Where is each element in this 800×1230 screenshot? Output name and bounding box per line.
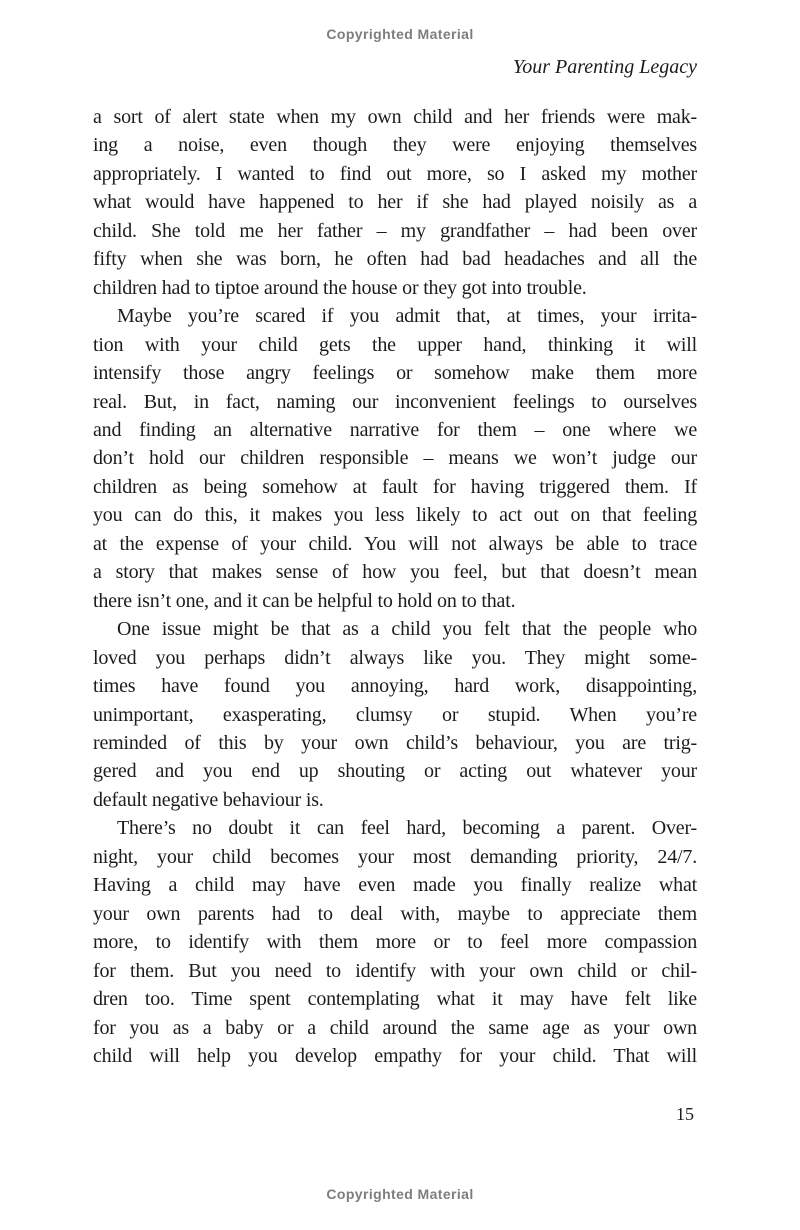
text-line: what would have happened to her if she had played noisily as a bbox=[93, 191, 697, 214]
text-line: times have found you annoying, hard work, disappointing, bbox=[93, 675, 697, 698]
text-line: for you as a baby or a child around the same age as your own bbox=[93, 1016, 697, 1039]
text-line: your own parents had to deal with, maybe to appreciate them bbox=[93, 902, 697, 925]
text-line: dren too. Time spent contemplating what it may have felt like bbox=[93, 988, 697, 1011]
text-line: there isn’t one, and it can be helpful to hold on to that. bbox=[93, 589, 516, 612]
text-line: One issue might be that as a child you felt that the people who bbox=[117, 618, 697, 641]
text-line: children had to tiptoe around the house or they got into trouble. bbox=[93, 276, 587, 299]
text-line: a story that makes sense of how you feel, but that doesn’t mean bbox=[93, 561, 697, 584]
text-line: There’s no doubt it can feel hard, becoming a parent. Over- bbox=[117, 817, 697, 840]
copyright-notice-bottom: Copyrighted Material bbox=[326, 1186, 474, 1202]
text-line: appropriately. I wanted to find out more, so I asked my mother bbox=[93, 162, 697, 185]
text-line: child. She told me her father – my grandfather – had been over bbox=[93, 219, 697, 242]
text-line: Maybe you’re scared if you admit that, at times, your irrita- bbox=[117, 305, 697, 328]
text-line: reminded of this by your own child’s behaviour, you are trig- bbox=[93, 731, 697, 754]
text-line: child will help you develop empathy for your child. That will bbox=[93, 1044, 697, 1067]
paragraph bbox=[93, 814, 697, 1070]
text-line: ing a noise, even though they were enjoying themselves bbox=[93, 134, 697, 157]
body-text bbox=[93, 103, 697, 1070]
text-line: a sort of alert state when my own child and her friends were mak- bbox=[93, 106, 697, 128]
text-line: don’t hold our children responsible – means we won’t judge our bbox=[93, 447, 697, 470]
paragraph bbox=[93, 103, 697, 302]
text-line: for them. But you need to identify with your own child or chil- bbox=[93, 959, 697, 982]
text-line: children as being somehow at fault for having triggered them. If bbox=[93, 475, 697, 498]
text-line: night, your child becomes your most demanding priority, 24/7. bbox=[93, 845, 697, 868]
text-line: real. But, in fact, naming our inconvenient feelings to ourselves bbox=[93, 390, 697, 413]
text-line: default negative behaviour is. bbox=[93, 788, 324, 811]
text-line: more, to identify with them more or to feel more compassion bbox=[93, 931, 697, 954]
text-line: loved you perhaps didn’t always like you. They might some- bbox=[93, 646, 697, 669]
text-line: fifty when she was born, he often had bad headaches and all the bbox=[93, 248, 697, 271]
text-line: and finding an alternative narrative for them – one where we bbox=[93, 418, 697, 441]
text-line: tion with your child gets the upper hand, thinking it will bbox=[93, 333, 697, 356]
page-number: 15 bbox=[676, 1104, 694, 1124]
text-line: gered and you end up shouting or acting out whatever your bbox=[93, 760, 697, 783]
text-line: intensify those angry feelings or somehow make them more bbox=[93, 362, 697, 385]
paragraph bbox=[93, 302, 697, 615]
text-line: Having a child may have even made you finally realize what bbox=[93, 874, 697, 897]
running-head: Your Parenting Legacy bbox=[512, 56, 697, 78]
text-line: you can do this, it makes you less likely to act out on that feeling bbox=[93, 504, 697, 527]
text-line: at the expense of your child. You will not always be able to trace bbox=[93, 532, 697, 555]
copyright-notice-top: Copyrighted Material bbox=[326, 26, 474, 42]
text-line: unimportant, exasperating, clumsy or stupid. When you’re bbox=[93, 703, 697, 726]
paragraph bbox=[93, 615, 697, 814]
